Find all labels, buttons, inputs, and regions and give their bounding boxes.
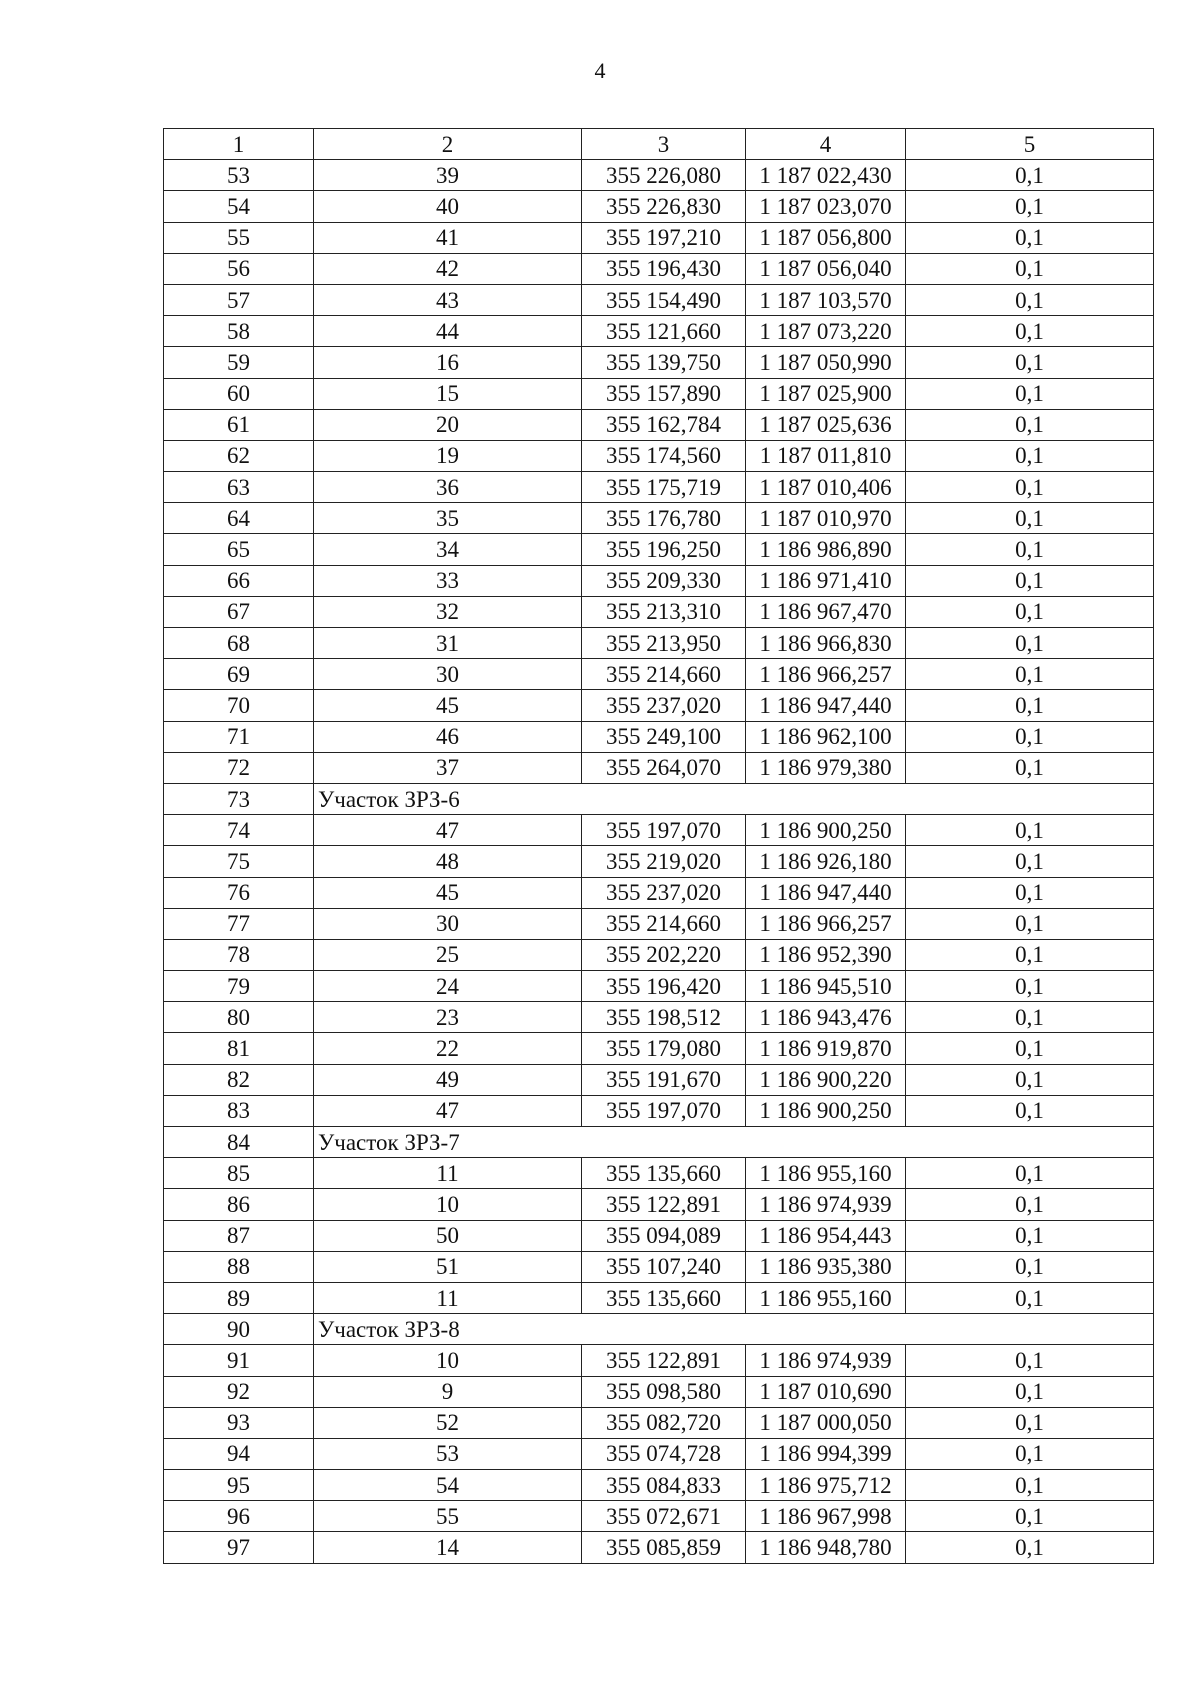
y-coordinate-cell: 1 187 050,990 (746, 347, 906, 378)
point-number-cell: 53 (314, 1438, 582, 1469)
x-coordinate-cell: 355 074,728 (582, 1438, 746, 1469)
row-number-cell: 77 (164, 908, 314, 939)
row-number-cell: 57 (164, 284, 314, 315)
error-cell: 0,1 (906, 1251, 1154, 1282)
point-number-cell: 16 (314, 347, 582, 378)
error-cell: 0,1 (906, 1470, 1154, 1501)
point-number-cell: 33 (314, 565, 582, 596)
y-coordinate-cell: 1 187 073,220 (746, 316, 906, 347)
row-number-cell: 55 (164, 222, 314, 253)
point-number-cell: 47 (314, 1095, 582, 1126)
error-cell: 0,1 (906, 1158, 1154, 1189)
point-number-cell: 19 (314, 440, 582, 471)
table-row (164, 316, 1154, 347)
x-coordinate-cell: 355 226,830 (582, 191, 746, 222)
point-number-cell: 14 (314, 1532, 582, 1563)
table-body (164, 160, 1154, 1563)
y-coordinate-cell: 1 186 955,160 (746, 1158, 906, 1189)
y-coordinate-cell: 1 186 974,939 (746, 1345, 906, 1376)
point-number-cell: 49 (314, 1064, 582, 1095)
x-coordinate-cell: 355 196,420 (582, 971, 746, 1002)
x-coordinate-cell: 355 198,512 (582, 1002, 746, 1033)
error-cell: 0,1 (906, 472, 1154, 503)
table-row (164, 1002, 1154, 1033)
table-row (164, 1438, 1154, 1469)
error-cell: 0,1 (906, 690, 1154, 721)
row-number-cell: 74 (164, 815, 314, 846)
row-number-cell: 64 (164, 503, 314, 534)
x-coordinate-cell: 355 122,891 (582, 1345, 746, 1376)
point-number-cell: 39 (314, 160, 582, 191)
error-cell: 0,1 (906, 1002, 1154, 1033)
row-number-cell: 61 (164, 409, 314, 440)
point-number-cell: 31 (314, 628, 582, 659)
table-row (164, 721, 1154, 752)
error-cell: 0,1 (906, 1282, 1154, 1313)
error-cell: 0,1 (906, 378, 1154, 409)
y-coordinate-cell: 1 186 945,510 (746, 971, 906, 1002)
y-coordinate-cell: 1 186 979,380 (746, 752, 906, 783)
table-row (164, 253, 1154, 284)
table-row (164, 534, 1154, 565)
row-number-cell: 54 (164, 191, 314, 222)
error-cell: 0,1 (906, 1438, 1154, 1469)
point-number-cell: 22 (314, 1033, 582, 1064)
error-cell: 0,1 (906, 908, 1154, 939)
row-number-cell: 86 (164, 1189, 314, 1220)
x-coordinate-cell: 355 094,089 (582, 1220, 746, 1251)
point-number-cell: 46 (314, 721, 582, 752)
y-coordinate-cell: 1 186 994,399 (746, 1438, 906, 1469)
y-coordinate-cell: 1 186 900,250 (746, 815, 906, 846)
row-number-cell: 59 (164, 347, 314, 378)
header-cell: 2 (314, 129, 582, 160)
row-number-cell: 85 (164, 1158, 314, 1189)
x-coordinate-cell: 355 135,660 (582, 1158, 746, 1189)
table-row (164, 378, 1154, 409)
x-coordinate-cell: 355 157,890 (582, 378, 746, 409)
table-row (164, 409, 1154, 440)
point-number-cell: 9 (314, 1376, 582, 1407)
header-cell: 1 (164, 129, 314, 160)
section-title-cell: Участок ЗРЗ-8 (314, 1314, 1154, 1345)
table-row (164, 191, 1154, 222)
row-number-cell: 62 (164, 440, 314, 471)
row-number-cell: 96 (164, 1501, 314, 1532)
x-coordinate-cell: 355 175,719 (582, 472, 746, 503)
x-coordinate-cell: 355 084,833 (582, 1470, 746, 1501)
error-cell: 0,1 (906, 1095, 1154, 1126)
y-coordinate-cell: 1 186 943,476 (746, 1002, 906, 1033)
y-coordinate-cell: 1 187 056,800 (746, 222, 906, 253)
x-coordinate-cell: 355 162,784 (582, 409, 746, 440)
x-coordinate-cell: 355 213,310 (582, 596, 746, 627)
error-cell: 0,1 (906, 191, 1154, 222)
error-cell: 0,1 (906, 284, 1154, 315)
section-title-cell: Участок ЗРЗ-6 (314, 783, 1154, 814)
error-cell: 0,1 (906, 316, 1154, 347)
row-number-cell: 88 (164, 1251, 314, 1282)
error-cell: 0,1 (906, 752, 1154, 783)
y-coordinate-cell: 1 186 935,380 (746, 1251, 906, 1282)
y-coordinate-cell: 1 186 926,180 (746, 846, 906, 877)
row-number-cell: 60 (164, 378, 314, 409)
point-number-cell: 40 (314, 191, 582, 222)
point-number-cell: 10 (314, 1345, 582, 1376)
y-coordinate-cell: 1 187 056,040 (746, 253, 906, 284)
point-number-cell: 24 (314, 971, 582, 1002)
row-number-cell: 72 (164, 752, 314, 783)
y-coordinate-cell: 1 186 952,390 (746, 939, 906, 970)
row-number-cell: 75 (164, 846, 314, 877)
x-coordinate-cell: 355 174,560 (582, 440, 746, 471)
row-number-cell: 97 (164, 1532, 314, 1563)
row-number-cell: 92 (164, 1376, 314, 1407)
y-coordinate-cell: 1 186 966,830 (746, 628, 906, 659)
row-number-cell: 71 (164, 721, 314, 752)
x-coordinate-cell: 355 122,891 (582, 1189, 746, 1220)
table-row (164, 347, 1154, 378)
header-cell: 5 (906, 129, 1154, 160)
error-cell: 0,1 (906, 1407, 1154, 1438)
row-number-cell: 56 (164, 253, 314, 284)
x-coordinate-cell: 355 179,080 (582, 1033, 746, 1064)
error-cell: 0,1 (906, 846, 1154, 877)
error-cell: 0,1 (906, 534, 1154, 565)
x-coordinate-cell: 355 237,020 (582, 877, 746, 908)
x-coordinate-cell: 355 226,080 (582, 160, 746, 191)
error-cell: 0,1 (906, 1220, 1154, 1251)
section-row (164, 783, 1154, 814)
y-coordinate-cell: 1 187 000,050 (746, 1407, 906, 1438)
y-coordinate-cell: 1 186 955,160 (746, 1282, 906, 1313)
table-row (164, 846, 1154, 877)
x-coordinate-cell: 355 072,671 (582, 1501, 746, 1532)
error-cell: 0,1 (906, 160, 1154, 191)
y-coordinate-cell: 1 187 025,636 (746, 409, 906, 440)
row-number-cell: 69 (164, 659, 314, 690)
row-number-cell: 82 (164, 1064, 314, 1095)
table-row (164, 472, 1154, 503)
point-number-cell: 50 (314, 1220, 582, 1251)
row-number-cell: 87 (164, 1220, 314, 1251)
y-coordinate-cell: 1 186 986,890 (746, 534, 906, 565)
row-number-cell: 95 (164, 1470, 314, 1501)
row-number-cell: 70 (164, 690, 314, 721)
row-number-cell: 78 (164, 939, 314, 970)
table-row (164, 1282, 1154, 1313)
x-coordinate-cell: 355 085,859 (582, 1532, 746, 1563)
table-row (164, 565, 1154, 596)
row-number-cell: 94 (164, 1438, 314, 1469)
x-coordinate-cell: 355 154,490 (582, 284, 746, 315)
table-row (164, 1470, 1154, 1501)
coordinates-table (163, 128, 1154, 1564)
x-coordinate-cell: 355 197,070 (582, 1095, 746, 1126)
table-row (164, 908, 1154, 939)
header-cell: 4 (746, 129, 906, 160)
x-coordinate-cell: 355 082,720 (582, 1407, 746, 1438)
y-coordinate-cell: 1 187 023,070 (746, 191, 906, 222)
x-coordinate-cell: 355 196,250 (582, 534, 746, 565)
error-cell: 0,1 (906, 877, 1154, 908)
error-cell: 0,1 (906, 628, 1154, 659)
point-number-cell: 34 (314, 534, 582, 565)
y-coordinate-cell: 1 187 011,810 (746, 440, 906, 471)
y-coordinate-cell: 1 187 025,900 (746, 378, 906, 409)
point-number-cell: 42 (314, 253, 582, 284)
error-cell: 0,1 (906, 409, 1154, 440)
point-number-cell: 30 (314, 659, 582, 690)
y-coordinate-cell: 1 186 954,443 (746, 1220, 906, 1251)
table-row (164, 1189, 1154, 1220)
row-number-cell: 89 (164, 1282, 314, 1313)
x-coordinate-cell: 355 213,950 (582, 628, 746, 659)
error-cell: 0,1 (906, 1064, 1154, 1095)
table-row (164, 1033, 1154, 1064)
y-coordinate-cell: 1 186 919,870 (746, 1033, 906, 1064)
x-coordinate-cell: 355 214,660 (582, 908, 746, 939)
row-number-cell: 66 (164, 565, 314, 596)
point-number-cell: 20 (314, 409, 582, 440)
table-row (164, 1095, 1154, 1126)
y-coordinate-cell: 1 186 967,998 (746, 1501, 906, 1532)
x-coordinate-cell: 355 135,660 (582, 1282, 746, 1313)
table-row (164, 752, 1154, 783)
section-row (164, 1314, 1154, 1345)
row-number-cell: 81 (164, 1033, 314, 1064)
row-number-cell: 84 (164, 1127, 314, 1158)
row-number-cell: 76 (164, 877, 314, 908)
table-row (164, 628, 1154, 659)
row-number-cell: 58 (164, 316, 314, 347)
row-number-cell: 79 (164, 971, 314, 1002)
table-row (164, 815, 1154, 846)
table-row (164, 1158, 1154, 1189)
error-cell: 0,1 (906, 1189, 1154, 1220)
point-number-cell: 10 (314, 1189, 582, 1220)
point-number-cell: 11 (314, 1282, 582, 1313)
point-number-cell: 25 (314, 939, 582, 970)
table-row (164, 1220, 1154, 1251)
y-coordinate-cell: 1 186 947,440 (746, 690, 906, 721)
error-cell: 0,1 (906, 1532, 1154, 1563)
section-row (164, 1127, 1154, 1158)
point-number-cell: 45 (314, 690, 582, 721)
row-number-cell: 73 (164, 783, 314, 814)
table-row (164, 690, 1154, 721)
point-number-cell: 41 (314, 222, 582, 253)
error-cell: 0,1 (906, 815, 1154, 846)
row-number-cell: 91 (164, 1345, 314, 1376)
x-coordinate-cell: 355 176,780 (582, 503, 746, 534)
error-cell: 0,1 (906, 1345, 1154, 1376)
x-coordinate-cell: 355 191,670 (582, 1064, 746, 1095)
point-number-cell: 45 (314, 877, 582, 908)
page-number: 4 (594, 58, 606, 83)
table-row (164, 1532, 1154, 1563)
y-coordinate-cell: 1 187 010,406 (746, 472, 906, 503)
point-number-cell: 51 (314, 1251, 582, 1282)
x-coordinate-cell: 355 219,020 (582, 846, 746, 877)
table-row (164, 1064, 1154, 1095)
y-coordinate-cell: 1 186 966,257 (746, 908, 906, 939)
x-coordinate-cell: 355 237,020 (582, 690, 746, 721)
header-cell: 3 (582, 129, 746, 160)
row-number-cell: 68 (164, 628, 314, 659)
x-coordinate-cell: 355 196,430 (582, 253, 746, 284)
y-coordinate-cell: 1 186 900,250 (746, 1095, 906, 1126)
table-row (164, 503, 1154, 534)
point-number-cell: 44 (314, 316, 582, 347)
y-coordinate-cell: 1 186 947,440 (746, 877, 906, 908)
table-row (164, 222, 1154, 253)
table-header-row (164, 129, 1154, 160)
point-number-cell: 36 (314, 472, 582, 503)
table-row (164, 1501, 1154, 1532)
point-number-cell: 32 (314, 596, 582, 627)
section-title-cell: Участок ЗРЗ-7 (314, 1127, 1154, 1158)
point-number-cell: 37 (314, 752, 582, 783)
y-coordinate-cell: 1 186 948,780 (746, 1532, 906, 1563)
error-cell: 0,1 (906, 347, 1154, 378)
point-number-cell: 23 (314, 1002, 582, 1033)
row-number-cell: 80 (164, 1002, 314, 1033)
y-coordinate-cell: 1 187 022,430 (746, 160, 906, 191)
table-row (164, 1407, 1154, 1438)
table-row (164, 284, 1154, 315)
y-coordinate-cell: 1 186 975,712 (746, 1470, 906, 1501)
y-coordinate-cell: 1 186 966,257 (746, 659, 906, 690)
table-row (164, 877, 1154, 908)
row-number-cell: 67 (164, 596, 314, 627)
point-number-cell: 11 (314, 1158, 582, 1189)
x-coordinate-cell: 355 209,330 (582, 565, 746, 596)
y-coordinate-cell: 1 186 971,410 (746, 565, 906, 596)
row-number-cell: 90 (164, 1314, 314, 1345)
error-cell: 0,1 (906, 939, 1154, 970)
error-cell: 0,1 (906, 440, 1154, 471)
error-cell: 0,1 (906, 596, 1154, 627)
table-row (164, 596, 1154, 627)
y-coordinate-cell: 1 187 103,570 (746, 284, 906, 315)
x-coordinate-cell: 355 214,660 (582, 659, 746, 690)
x-coordinate-cell: 355 098,580 (582, 1376, 746, 1407)
row-number-cell: 53 (164, 160, 314, 191)
point-number-cell: 52 (314, 1407, 582, 1438)
error-cell: 0,1 (906, 659, 1154, 690)
error-cell: 0,1 (906, 503, 1154, 534)
point-number-cell: 15 (314, 378, 582, 409)
x-coordinate-cell: 355 264,070 (582, 752, 746, 783)
error-cell: 0,1 (906, 253, 1154, 284)
x-coordinate-cell: 355 197,210 (582, 222, 746, 253)
y-coordinate-cell: 1 186 967,470 (746, 596, 906, 627)
error-cell: 0,1 (906, 971, 1154, 1002)
x-coordinate-cell: 355 202,220 (582, 939, 746, 970)
error-cell: 0,1 (906, 1033, 1154, 1064)
point-number-cell: 55 (314, 1501, 582, 1532)
table-row (164, 971, 1154, 1002)
point-number-cell: 54 (314, 1470, 582, 1501)
table-row (164, 160, 1154, 191)
row-number-cell: 93 (164, 1407, 314, 1438)
error-cell: 0,1 (906, 1376, 1154, 1407)
table-row (164, 659, 1154, 690)
table-row (164, 1376, 1154, 1407)
row-number-cell: 83 (164, 1095, 314, 1126)
point-number-cell: 47 (314, 815, 582, 846)
table-row (164, 939, 1154, 970)
point-number-cell: 30 (314, 908, 582, 939)
table-row (164, 1345, 1154, 1376)
point-number-cell: 43 (314, 284, 582, 315)
y-coordinate-cell: 1 186 974,939 (746, 1189, 906, 1220)
x-coordinate-cell: 355 121,660 (582, 316, 746, 347)
y-coordinate-cell: 1 186 962,100 (746, 721, 906, 752)
error-cell: 0,1 (906, 565, 1154, 596)
error-cell: 0,1 (906, 222, 1154, 253)
x-coordinate-cell: 355 249,100 (582, 721, 746, 752)
x-coordinate-cell: 355 107,240 (582, 1251, 746, 1282)
error-cell: 0,1 (906, 721, 1154, 752)
x-coordinate-cell: 355 197,070 (582, 815, 746, 846)
y-coordinate-cell: 1 187 010,690 (746, 1376, 906, 1407)
row-number-cell: 63 (164, 472, 314, 503)
table-row (164, 440, 1154, 471)
x-coordinate-cell: 355 139,750 (582, 347, 746, 378)
row-number-cell: 65 (164, 534, 314, 565)
point-number-cell: 48 (314, 846, 582, 877)
y-coordinate-cell: 1 186 900,220 (746, 1064, 906, 1095)
error-cell: 0,1 (906, 1501, 1154, 1532)
point-number-cell: 35 (314, 503, 582, 534)
table-row (164, 1251, 1154, 1282)
y-coordinate-cell: 1 187 010,970 (746, 503, 906, 534)
